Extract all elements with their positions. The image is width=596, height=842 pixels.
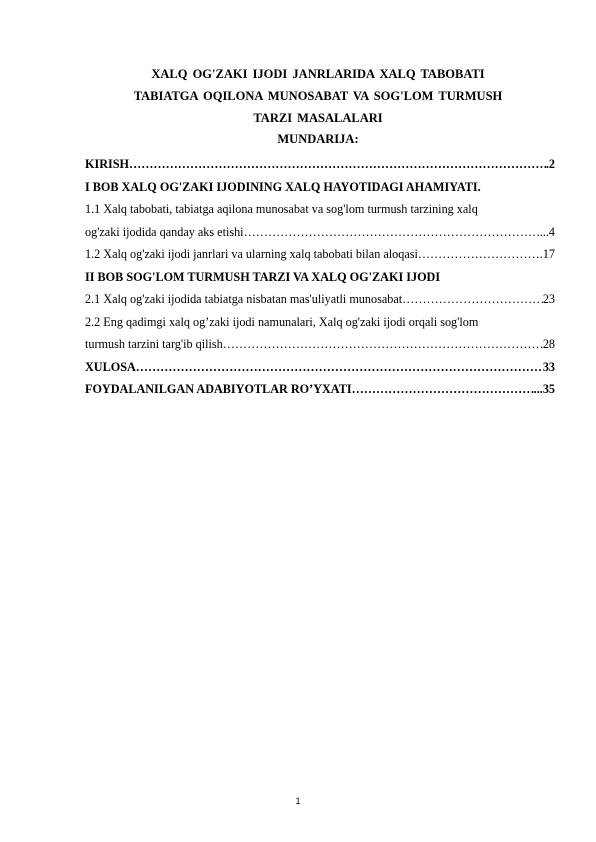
title-line-3: TARZI MASALALARI (253, 111, 383, 125)
toc-entry-2-1[interactable] (85, 288, 555, 311)
toc-entry-page: ...35 (533, 382, 555, 396)
toc-entry-1-1-first-line[interactable] (85, 198, 555, 221)
contents-heading: MUNDARIJA: (277, 132, 359, 146)
table-of-contents (85, 153, 555, 401)
toc-entry-label: KIRISH (85, 157, 130, 171)
document-title (80, 63, 556, 129)
toc-dot-leader (136, 356, 543, 379)
toc-chapter-1[interactable] (85, 176, 555, 199)
toc-entry-label: I BOB XALQ OG'ZAKI IJODINING XALQ HAYOTIDAGI AHAMIYATI. (85, 179, 481, 194)
toc-entry-label: 1.1 Xalq tabobati, tabiatga aqilona munosabat va sog'lom turmush tarzining xalq (85, 202, 478, 216)
toc-chapter-2[interactable] (85, 266, 555, 289)
toc-dot-leader (418, 243, 540, 266)
toc-entry-label: XULOSA (85, 359, 136, 374)
toc-dot-leader (402, 288, 543, 311)
toc-entry-label: 2.1 Xalq og'zaki ijodida tabiatga nisbatan mas'uliyatli munosabat (85, 292, 403, 306)
toc-entry-page: .2 (545, 157, 555, 171)
toc-entry-2-2-first-line[interactable] (85, 311, 555, 334)
toc-dot-leader (223, 333, 543, 356)
toc-entry-conclusion[interactable] (85, 356, 555, 379)
toc-dot-leader (244, 221, 540, 244)
title-line-2: TABIATGA OQILONA MUNOSABAT VA SOG'LOM TURMUSH (133, 89, 503, 103)
toc-entry-label: og'zaki ijodida qanday aks etishi (85, 224, 244, 239)
toc-entry-page: 23 (542, 292, 555, 306)
page-number: 1 (295, 796, 301, 806)
toc-entry-label: FOYDALANILGAN ADABIYOTLAR RO’YXATI (85, 382, 352, 396)
toc-entry-intro[interactable] (85, 153, 555, 176)
toc-dot-leader (129, 153, 546, 176)
toc-entry-label: 2.2 Eng qadimgi xalq og’zaki ijodi namunalari, Xalq og'zaki ijodi orqali sog'lom (85, 314, 479, 329)
toc-entry-page: 33 (542, 359, 555, 374)
title-line-1: XALQ OG'ZAKI IJODI JANRLARIDA XALQ TABOBATI (151, 67, 485, 81)
toc-entry-page: .17 (539, 247, 555, 261)
toc-entry-label: turmush tarzini targ'ib qilish (85, 337, 223, 351)
toc-dot-leader (352, 378, 534, 401)
toc-entry-label: 1.2 Xalq og'zaki ijodi janrlari va ularning xalq tabobati bilan aloqasi (85, 247, 418, 261)
toc-entry-1-2[interactable] (85, 243, 555, 266)
toc-entry-1-1-second-line[interactable] (85, 221, 555, 244)
toc-entry-references[interactable] (85, 378, 555, 401)
toc-entry-label: II BOB SOG'LOM TURMUSH TARZI VA XALQ OG'ZAKI IJODI (85, 269, 441, 284)
toc-entry-2-2-second-line[interactable] (85, 333, 555, 356)
toc-entry-page: ...4 (539, 224, 555, 239)
toc-entry-page: 28 (542, 337, 555, 351)
